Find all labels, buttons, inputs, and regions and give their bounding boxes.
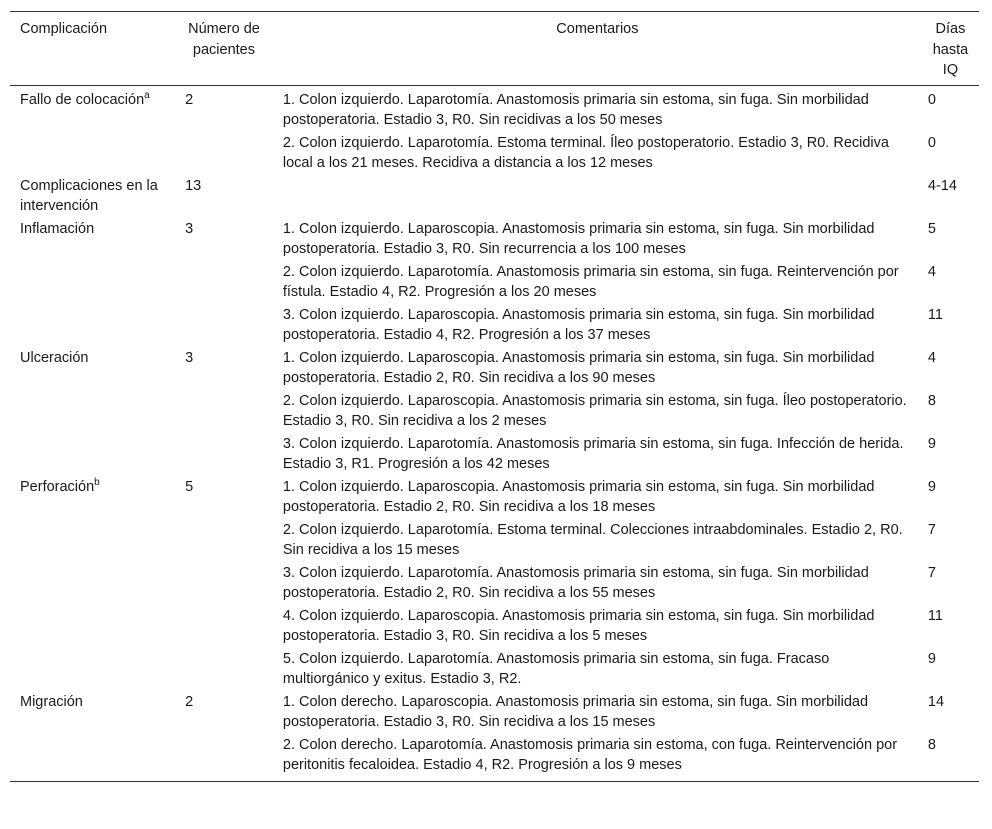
cell-dias-hasta-iq: 8 bbox=[927, 736, 936, 753]
cell-numero-pacientes: 2 bbox=[185, 91, 194, 108]
cell-dias-hasta-iq: 8 bbox=[927, 392, 936, 409]
cell-dias-hasta-iq: 11 bbox=[927, 306, 943, 323]
table-row bbox=[10, 85, 979, 132]
cell-numero-pacientes: 3 bbox=[185, 349, 194, 366]
cell-numero-pacientes bbox=[175, 648, 273, 691]
table-row bbox=[10, 562, 979, 605]
cell-complicacion bbox=[10, 605, 175, 648]
header-numero-pacientes: Número de pacientes bbox=[188, 21, 260, 58]
cell-comentario: 3. Colon izquierdo. Laparoscopia. Anastomosis primaria sin estoma, sin fuga. Sin morbilidad postoperatoria. Estadio 4, R2. Progresión a los 37 meses bbox=[282, 306, 875, 343]
table-row bbox=[10, 648, 979, 691]
cell-comentario: 1. Colon izquierdo. Laparoscopia. Anastomosis primaria sin estoma, sin fuga. Sin morbilidad postoperatoria. Estadio 2, R0. Sin recidiva a los 18 meses bbox=[282, 478, 875, 515]
cell-dias-hasta-iq: 4-14 bbox=[927, 177, 957, 194]
table-row bbox=[10, 347, 979, 390]
cell-complicacion bbox=[10, 261, 175, 304]
header-comentarios: Comentarios bbox=[556, 21, 639, 37]
header-dias-hasta-iq: Días hasta IQ bbox=[932, 21, 969, 78]
complicacion-label: Complicaciones en la intervención bbox=[20, 177, 158, 214]
cell-comentario: 1. Colon izquierdo. Laparotomía. Anastomosis primaria sin estoma, sin fuga. Sin morbilidad postoperatoria. Estadio 3, R0. Sin recidivas a los 50 meses bbox=[282, 91, 869, 128]
complications-table-container bbox=[10, 11, 979, 782]
complicacion-label: Perforación bbox=[20, 478, 95, 495]
cell-dias-hasta-iq: 4 bbox=[927, 349, 936, 366]
cell-dias-hasta-iq: 7 bbox=[927, 521, 936, 538]
table-row bbox=[10, 476, 979, 519]
table-row bbox=[10, 304, 979, 347]
cell-numero-pacientes bbox=[175, 519, 273, 562]
cell-dias-hasta-iq: 0 bbox=[927, 91, 936, 108]
cell-comentario: 2. Colon izquierdo. Laparotomía. Anastomosis primaria sin estoma, sin fuga. Reintervención por fístula. Estadio 4, R2. Progresión a los 20 meses bbox=[282, 263, 899, 300]
cell-complicacion bbox=[10, 433, 175, 476]
cell-comentario: 2. Colon derecho. Laparotomía. Anastomosis primaria sin estoma, con fuga. Reintervención por peritonitis fecaloidea. Estadio 4, R2. Progresión a los 9 meses bbox=[282, 736, 898, 773]
header-row bbox=[10, 12, 979, 86]
cell-comentario: 2. Colon izquierdo. Laparotomía. Estoma terminal. Colecciones intraabdominales. Estadio 2, R0. Sin recidiva a los 15 meses bbox=[282, 521, 903, 558]
cell-comentario: 1. Colon derecho. Laparoscopia. Anastomosis primaria sin estoma, sin fuga. Sin morbilidad postoperatoria. Estadio 3, R0. Sin recidiva a los 15 meses bbox=[282, 693, 869, 730]
table-row bbox=[10, 132, 979, 175]
table-row bbox=[10, 175, 979, 218]
cell-numero-pacientes bbox=[175, 605, 273, 648]
cell-complicacion bbox=[10, 175, 175, 218]
cell-comentario: 4. Colon izquierdo. Laparoscopia. Anastomosis primaria sin estoma, sin fuga. Sin morbilidad postoperatoria. Estadio 3, R0. Sin recidiva a los 5 meses bbox=[282, 607, 875, 644]
footnote-marker: b bbox=[94, 476, 100, 488]
table-row bbox=[10, 691, 979, 734]
cell-complicacion bbox=[10, 304, 175, 347]
complicacion-label: Migración bbox=[20, 693, 83, 710]
cell-complicacion bbox=[10, 390, 175, 433]
cell-numero-pacientes bbox=[175, 734, 273, 782]
table-row bbox=[10, 261, 979, 304]
cell-complicacion bbox=[10, 648, 175, 691]
cell-numero-pacientes: 3 bbox=[185, 220, 194, 237]
cell-comentario: 2. Colon izquierdo. Laparoscopia. Anastomosis primaria sin estoma, sin fuga. Íleo postoperatorio. Estadio 3, R0. Sin recidiva a los 2 meses bbox=[282, 392, 907, 429]
cell-numero-pacientes bbox=[175, 433, 273, 476]
cell-numero-pacientes bbox=[175, 304, 273, 347]
cell-comentario: 2. Colon izquierdo. Laparotomía. Estoma terminal. Íleo postoperatorio. Estadio 3, R0. Recidiva local a los 21 meses. Recidiva a distancia a los 12 meses bbox=[282, 134, 889, 171]
table-row bbox=[10, 433, 979, 476]
cell-comentario: 1. Colon izquierdo. Laparoscopia. Anastomosis primaria sin estoma, sin fuga. Sin morbilidad postoperatoria. Estadio 2, R0. Sin recidiva a los 90 meses bbox=[282, 349, 875, 386]
cell-comentario: 3. Colon izquierdo. Laparotomía. Anastomosis primaria sin estoma, sin fuga. Infección de herida. Estadio 3, R1. Progresión a los 42 meses bbox=[282, 435, 904, 472]
table-row bbox=[10, 734, 979, 782]
cell-dias-hasta-iq: 5 bbox=[927, 220, 936, 237]
cell-complicacion bbox=[10, 476, 175, 519]
cell-dias-hasta-iq: 4 bbox=[927, 263, 936, 280]
cell-complicacion bbox=[10, 347, 175, 390]
cell-comentario: 1. Colon izquierdo. Laparoscopia. Anastomosis primaria sin estoma, sin fuga. Sin morbilidad postoperatoria. Estadio 3, R0. Sin recurrencia a los 100 meses bbox=[282, 220, 875, 257]
cell-comentario bbox=[273, 175, 922, 218]
header-complicacion: Complicación bbox=[20, 21, 108, 37]
cell-numero-pacientes: 5 bbox=[185, 478, 194, 495]
table-row bbox=[10, 390, 979, 433]
cell-complicacion bbox=[10, 734, 175, 782]
cell-numero-pacientes bbox=[175, 562, 273, 605]
table-header bbox=[10, 12, 979, 86]
cell-complicacion bbox=[10, 691, 175, 734]
cell-numero-pacientes bbox=[175, 390, 273, 433]
cell-complicacion bbox=[10, 132, 175, 175]
cell-numero-pacientes: 13 bbox=[185, 177, 202, 194]
table-row bbox=[10, 519, 979, 562]
table-body bbox=[10, 85, 979, 781]
cell-comentario: 5. Colon izquierdo. Laparotomía. Anastomosis primaria sin estoma, sin fuga. Fracaso multiorgánico y exitus. Estadio 3, R2. bbox=[282, 650, 830, 687]
cell-dias-hasta-iq: 9 bbox=[927, 478, 936, 495]
cell-complicacion bbox=[10, 85, 175, 132]
complicacion-label: Ulceración bbox=[20, 349, 89, 366]
complicacion-label: Fallo de colocación bbox=[20, 91, 145, 108]
table-row bbox=[10, 605, 979, 648]
cell-complicacion bbox=[10, 218, 175, 261]
cell-numero-pacientes bbox=[175, 132, 273, 175]
footnote-marker: a bbox=[144, 89, 150, 101]
cell-dias-hasta-iq: 11 bbox=[927, 607, 943, 624]
cell-dias-hasta-iq: 9 bbox=[927, 435, 936, 452]
cell-numero-pacientes bbox=[175, 261, 273, 304]
table-row bbox=[10, 218, 979, 261]
cell-dias-hasta-iq: 7 bbox=[927, 564, 936, 581]
cell-complicacion bbox=[10, 562, 175, 605]
cell-dias-hasta-iq: 9 bbox=[927, 650, 936, 667]
complications-table bbox=[10, 11, 979, 782]
cell-comentario: 3. Colon izquierdo. Laparotomía. Anastomosis primaria sin estoma, sin fuga. Sin morbilidad postoperatoria. Estadio 2, R0. Sin recidiva a los 55 meses bbox=[282, 564, 869, 601]
cell-complicacion bbox=[10, 519, 175, 562]
cell-dias-hasta-iq: 14 bbox=[927, 693, 945, 710]
cell-dias-hasta-iq: 0 bbox=[927, 134, 936, 151]
cell-numero-pacientes: 2 bbox=[185, 693, 194, 710]
complicacion-label: Inflamación bbox=[20, 220, 95, 237]
